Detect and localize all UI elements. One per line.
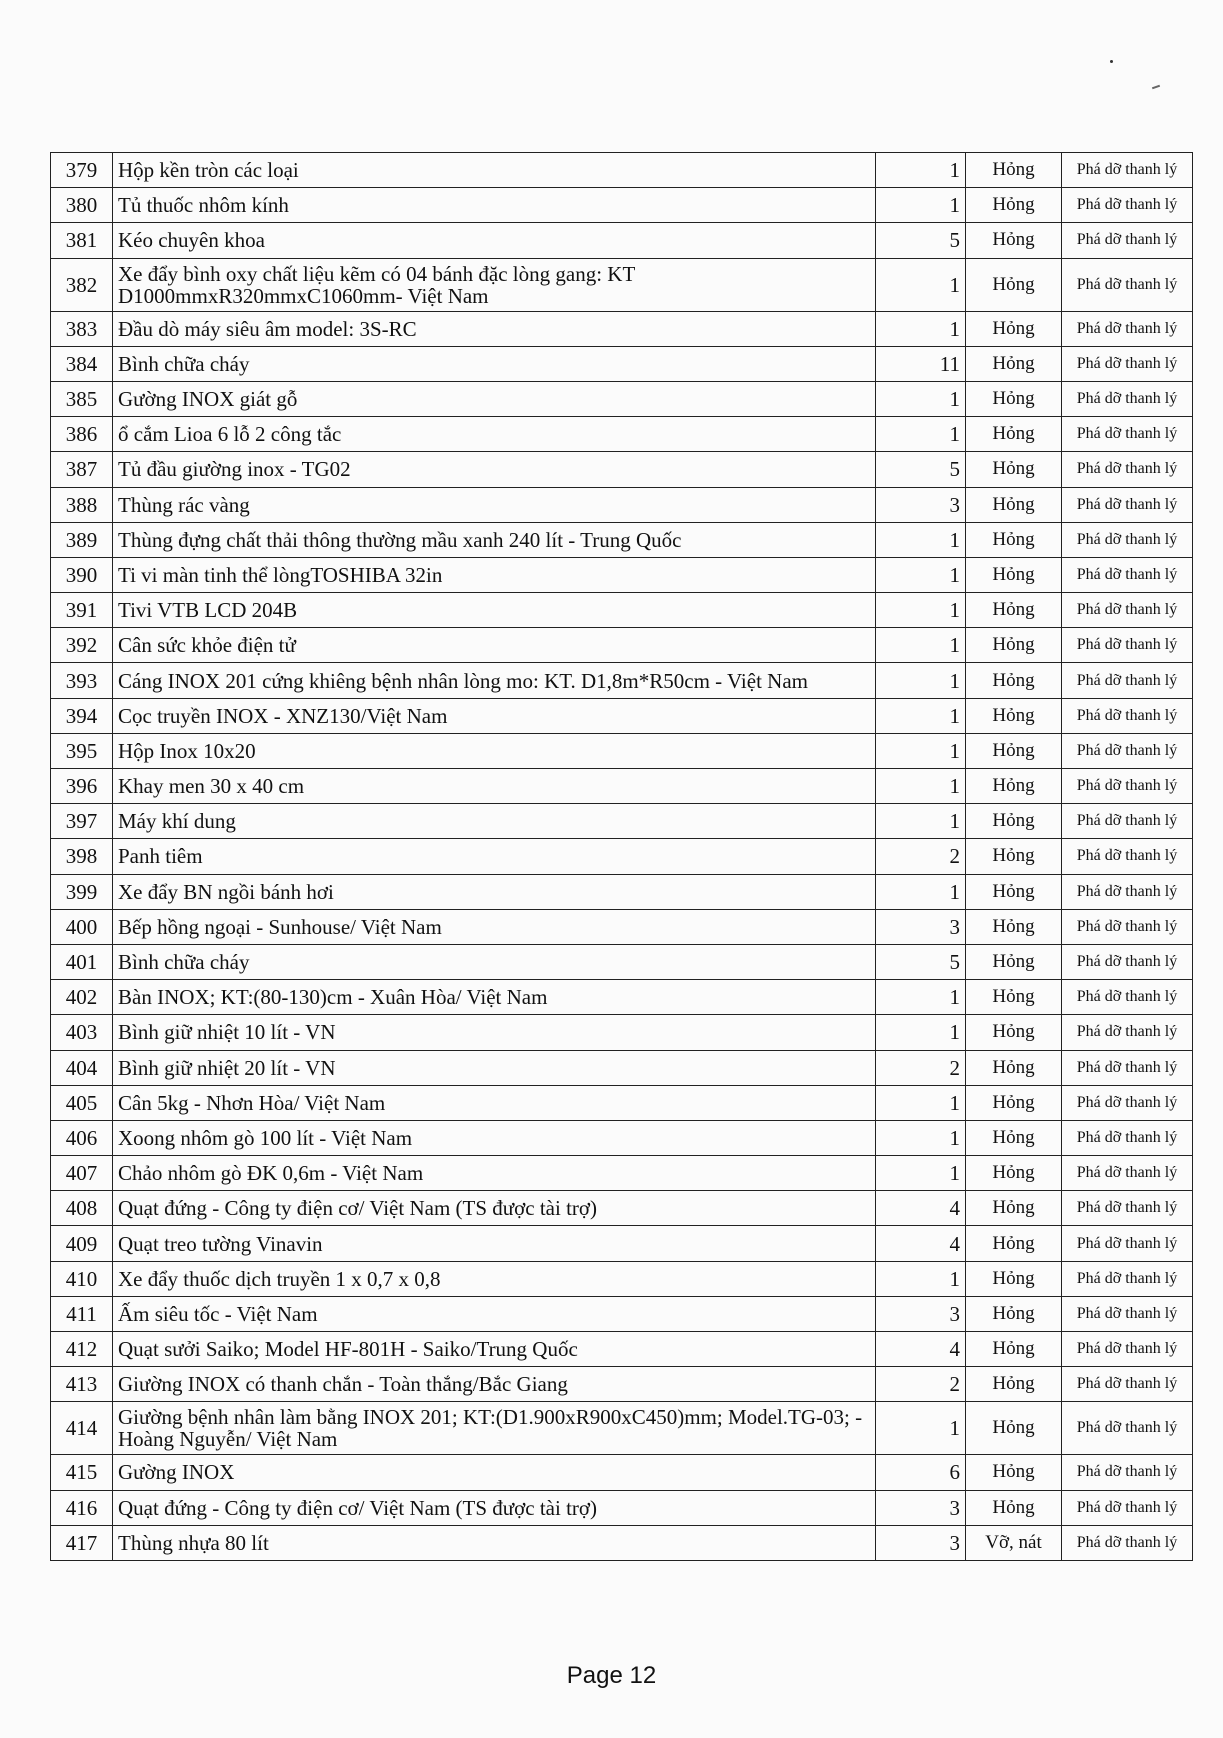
table-row [51, 593, 1193, 628]
quantity-cell: 1 [876, 153, 966, 188]
action-cell: Phá dỡ thanh lý [1062, 1367, 1193, 1402]
item-name-cell: Giường bệnh nhân làm bằng INOX 201; KT:(D1.900xR900xC450)mm; Model.TG-03; - Hoàng Nguyễn/ Việt Nam [113, 1402, 876, 1455]
item-number-cell: 401 [51, 944, 113, 979]
item-number-cell: 380 [51, 188, 113, 223]
scan-speck [1152, 85, 1160, 90]
quantity-cell: 1 [876, 628, 966, 663]
status-cell: Hỏng [966, 1367, 1062, 1402]
status-cell: Hỏng [966, 980, 1062, 1015]
table-row [51, 980, 1193, 1015]
item-name-cell: Ấm siêu tốc - Việt Nam [113, 1296, 876, 1331]
status-cell: Hỏng [966, 698, 1062, 733]
table-row [51, 452, 1193, 487]
action-cell: Phá dỡ thanh lý [1062, 1191, 1193, 1226]
table-row [51, 223, 1193, 258]
table-row [51, 1050, 1193, 1085]
item-number-cell: 390 [51, 557, 113, 592]
item-number-cell: 407 [51, 1156, 113, 1191]
item-number-cell: 386 [51, 417, 113, 452]
quantity-cell: 4 [876, 1332, 966, 1367]
item-number-cell: 389 [51, 522, 113, 557]
status-cell: Hỏng [966, 769, 1062, 804]
item-name-cell: Thùng nhựa 80 lít [113, 1525, 876, 1560]
status-cell: Hỏng [966, 381, 1062, 416]
table-row [51, 258, 1193, 311]
item-number-cell: 408 [51, 1191, 113, 1226]
item-name-cell: Đầu dò máy siêu âm model: 3S-RC [113, 311, 876, 346]
status-cell: Hỏng [966, 628, 1062, 663]
status-cell: Hỏng [966, 1332, 1062, 1367]
quantity-cell: 1 [876, 663, 966, 698]
status-cell: Hỏng [966, 1296, 1062, 1331]
item-number-cell: 397 [51, 804, 113, 839]
table-row [51, 1120, 1193, 1155]
action-cell: Phá dỡ thanh lý [1062, 1455, 1193, 1490]
action-cell: Phá dỡ thanh lý [1062, 153, 1193, 188]
status-cell: Hỏng [966, 1120, 1062, 1155]
quantity-cell: 4 [876, 1191, 966, 1226]
action-cell: Phá dỡ thanh lý [1062, 1261, 1193, 1296]
table-row [51, 188, 1193, 223]
table-row [51, 1367, 1193, 1402]
item-number-cell: 393 [51, 663, 113, 698]
table-row [51, 909, 1193, 944]
quantity-cell: 1 [876, 311, 966, 346]
table-row [51, 557, 1193, 592]
status-cell: Hỏng [966, 487, 1062, 522]
item-name-cell: Bếp hồng ngoại - Sunhouse/ Việt Nam [113, 909, 876, 944]
item-number-cell: 394 [51, 698, 113, 733]
item-number-cell: 379 [51, 153, 113, 188]
item-number-cell: 381 [51, 223, 113, 258]
item-name-cell: Thùng rác vàng [113, 487, 876, 522]
item-number-cell: 405 [51, 1085, 113, 1120]
table-row [51, 628, 1193, 663]
item-number-cell: 398 [51, 839, 113, 874]
quantity-cell: 1 [876, 1402, 966, 1455]
page-number: Page 12 [566, 1662, 657, 1689]
quantity-cell: 2 [876, 1050, 966, 1085]
item-number-cell: 413 [51, 1367, 113, 1402]
table-row [51, 1015, 1193, 1050]
item-number-cell: 387 [51, 452, 113, 487]
item-number-cell: 400 [51, 909, 113, 944]
quantity-cell: 1 [876, 381, 966, 416]
quantity-cell: 1 [876, 1156, 966, 1191]
action-cell: Phá dỡ thanh lý [1062, 557, 1193, 592]
action-cell: Phá dỡ thanh lý [1062, 909, 1193, 944]
item-name-cell: Xe đẩy bình oxy chất liệu kẽm có 04 bánh đặc lòng gang: KT D1000mmxR320mmxC1060mm- Việt Nam [113, 258, 876, 311]
table-row [51, 944, 1193, 979]
item-name-cell: Cân 5kg - Nhơn Hòa/ Việt Nam [113, 1085, 876, 1120]
action-cell: Phá dỡ thanh lý [1062, 980, 1193, 1015]
quantity-cell: 1 [876, 1120, 966, 1155]
action-cell: Phá dỡ thanh lý [1062, 1015, 1193, 1050]
table-row [51, 522, 1193, 557]
item-number-cell: 385 [51, 381, 113, 416]
item-number-cell: 388 [51, 487, 113, 522]
status-cell: Hỏng [966, 452, 1062, 487]
item-name-cell: Giường INOX có thanh chắn - Toàn thắng/Bắc Giang [113, 1367, 876, 1402]
table-row [51, 1085, 1193, 1120]
table-row [51, 804, 1193, 839]
action-cell: Phá dỡ thanh lý [1062, 1402, 1193, 1455]
item-number-cell: 417 [51, 1525, 113, 1560]
item-name-cell: Xe đẩy BN ngồi bánh hơi [113, 874, 876, 909]
item-name-cell: Tủ thuốc nhôm kính [113, 188, 876, 223]
status-cell: Hỏng [966, 874, 1062, 909]
item-number-cell: 399 [51, 874, 113, 909]
action-cell: Phá dỡ thanh lý [1062, 1050, 1193, 1085]
item-name-cell: Kéo chuyên khoa [113, 223, 876, 258]
action-cell: Phá dỡ thanh lý [1062, 593, 1193, 628]
quantity-cell: 5 [876, 223, 966, 258]
item-number-cell: 409 [51, 1226, 113, 1261]
quantity-cell: 1 [876, 1261, 966, 1296]
action-cell: Phá dỡ thanh lý [1062, 311, 1193, 346]
action-cell: Phá dỡ thanh lý [1062, 417, 1193, 452]
status-cell: Hỏng [966, 804, 1062, 839]
item-name-cell: Gường INOX giát gỗ [113, 381, 876, 416]
table-row [51, 346, 1193, 381]
quantity-cell: 1 [876, 557, 966, 592]
quantity-cell: 5 [876, 944, 966, 979]
status-cell: Hỏng [966, 1015, 1062, 1050]
action-cell: Phá dỡ thanh lý [1062, 1332, 1193, 1367]
status-cell: Hỏng [966, 1156, 1062, 1191]
item-number-cell: 412 [51, 1332, 113, 1367]
action-cell: Phá dỡ thanh lý [1062, 223, 1193, 258]
table-row [51, 874, 1193, 909]
item-name-cell: Panh tiêm [113, 839, 876, 874]
item-name-cell: Cáng INOX 201 cứng khiêng bệnh nhân lòng mo: KT. D1,8m*R50cm - Việt Nam [113, 663, 876, 698]
action-cell: Phá dỡ thanh lý [1062, 663, 1193, 698]
status-cell: Hỏng [966, 1085, 1062, 1120]
quantity-cell: 3 [876, 487, 966, 522]
item-number-cell: 416 [51, 1490, 113, 1525]
quantity-cell: 3 [876, 1525, 966, 1560]
status-cell: Hỏng [966, 346, 1062, 381]
item-name-cell: Hộp kền tròn các loại [113, 153, 876, 188]
item-name-cell: ổ cắm Lioa 6 lỗ 2 công tắc [113, 417, 876, 452]
table-row [51, 839, 1193, 874]
quantity-cell: 1 [876, 698, 966, 733]
action-cell: Phá dỡ thanh lý [1062, 769, 1193, 804]
item-number-cell: 383 [51, 311, 113, 346]
action-cell: Phá dỡ thanh lý [1062, 1085, 1193, 1120]
status-cell: Hỏng [966, 223, 1062, 258]
quantity-cell: 1 [876, 733, 966, 768]
table-row [51, 381, 1193, 416]
item-name-cell: Quạt sưởi Saiko; Model HF-801H - Saiko/Trung Quốc [113, 1332, 876, 1367]
item-name-cell: Bình giữ nhiệt 10 lít - VN [113, 1015, 876, 1050]
item-number-cell: 406 [51, 1120, 113, 1155]
status-cell: Hỏng [966, 839, 1062, 874]
quantity-cell: 6 [876, 1455, 966, 1490]
status-cell: Hỏng [966, 663, 1062, 698]
action-cell: Phá dỡ thanh lý [1062, 1296, 1193, 1331]
status-cell: Hỏng [966, 557, 1062, 592]
item-name-cell: Bàn INOX; KT:(80-130)cm - Xuân Hòa/ Việt Nam [113, 980, 876, 1015]
table-row [51, 769, 1193, 804]
quantity-cell: 1 [876, 1015, 966, 1050]
status-cell: Hỏng [966, 1261, 1062, 1296]
action-cell: Phá dỡ thanh lý [1062, 487, 1193, 522]
item-name-cell: Bình chữa cháy [113, 346, 876, 381]
quantity-cell: 1 [876, 874, 966, 909]
status-cell: Hỏng [966, 311, 1062, 346]
table-row [51, 733, 1193, 768]
action-cell: Phá dỡ thanh lý [1062, 1156, 1193, 1191]
table-row [51, 311, 1193, 346]
scan-speck [1110, 60, 1113, 63]
quantity-cell: 3 [876, 909, 966, 944]
item-name-cell: Ti vi màn tinh thể lòngTOSHIBA 32in [113, 557, 876, 592]
item-name-cell: Quạt treo tường Vinavin [113, 1226, 876, 1261]
item-number-cell: 415 [51, 1455, 113, 1490]
item-name-cell: Bình chữa cháy [113, 944, 876, 979]
status-cell: Hỏng [966, 944, 1062, 979]
status-cell: Hỏng [966, 258, 1062, 311]
status-cell: Vỡ, nát [966, 1525, 1062, 1560]
table-row [51, 417, 1193, 452]
action-cell: Phá dỡ thanh lý [1062, 381, 1193, 416]
quantity-cell: 1 [876, 522, 966, 557]
item-name-cell: Thùng đựng chất thải thông thường mầu xanh 240 lít - Trung Quốc [113, 522, 876, 557]
action-cell: Phá dỡ thanh lý [1062, 804, 1193, 839]
item-name-cell: Máy khí dung [113, 804, 876, 839]
quantity-cell: 1 [876, 188, 966, 223]
item-name-cell: Gường INOX [113, 1455, 876, 1490]
action-cell: Phá dỡ thanh lý [1062, 874, 1193, 909]
status-cell: Hỏng [966, 1402, 1062, 1455]
table-row [51, 1332, 1193, 1367]
table-row [51, 1226, 1193, 1261]
table-row [51, 1156, 1193, 1191]
item-name-cell: Quạt đứng - Công ty điện cơ/ Việt Nam (TS được tài trợ) [113, 1191, 876, 1226]
inventory-table [50, 152, 1193, 1561]
item-name-cell: Quạt đứng - Công ty điện cơ/ Việt Nam (TS được tài trợ) [113, 1490, 876, 1525]
status-cell: Hỏng [966, 1455, 1062, 1490]
quantity-cell: 3 [876, 1490, 966, 1525]
status-cell: Hỏng [966, 417, 1062, 452]
item-name-cell: Bình giữ nhiệt 20 lít - VN [113, 1050, 876, 1085]
item-name-cell: Xe đẩy thuốc dịch truyền 1 x 0,7 x 0,8 [113, 1261, 876, 1296]
table-row [51, 1455, 1193, 1490]
quantity-cell: 1 [876, 980, 966, 1015]
status-cell: Hỏng [966, 522, 1062, 557]
action-cell: Phá dỡ thanh lý [1062, 1490, 1193, 1525]
inventory-table-body [51, 153, 1193, 1561]
item-number-cell: 402 [51, 980, 113, 1015]
item-number-cell: 414 [51, 1402, 113, 1455]
status-cell: Hỏng [966, 733, 1062, 768]
action-cell: Phá dỡ thanh lý [1062, 1226, 1193, 1261]
table-row [51, 1296, 1193, 1331]
item-name-cell: Tủ đầu giường inox - TG02 [113, 452, 876, 487]
action-cell: Phá dỡ thanh lý [1062, 346, 1193, 381]
table-row [51, 487, 1193, 522]
quantity-cell: 1 [876, 804, 966, 839]
quantity-cell: 3 [876, 1296, 966, 1331]
action-cell: Phá dỡ thanh lý [1062, 188, 1193, 223]
status-cell: Hỏng [966, 1226, 1062, 1261]
quantity-cell: 1 [876, 258, 966, 311]
table-row [51, 1490, 1193, 1525]
action-cell: Phá dỡ thanh lý [1062, 839, 1193, 874]
item-name-cell: Hộp Inox 10x20 [113, 733, 876, 768]
item-name-cell: Cọc truyền INOX - XNZ130/Việt Nam [113, 698, 876, 733]
item-number-cell: 384 [51, 346, 113, 381]
quantity-cell: 2 [876, 1367, 966, 1402]
status-cell: Hỏng [966, 153, 1062, 188]
item-number-cell: 382 [51, 258, 113, 311]
quantity-cell: 11 [876, 346, 966, 381]
action-cell: Phá dỡ thanh lý [1062, 1525, 1193, 1560]
action-cell: Phá dỡ thanh lý [1062, 628, 1193, 663]
table-row [51, 1261, 1193, 1296]
quantity-cell: 1 [876, 593, 966, 628]
action-cell: Phá dỡ thanh lý [1062, 258, 1193, 311]
table-row [51, 1402, 1193, 1455]
action-cell: Phá dỡ thanh lý [1062, 1120, 1193, 1155]
status-cell: Hỏng [966, 188, 1062, 223]
item-name-cell: Chảo nhôm gò ĐK 0,6m - Việt Nam [113, 1156, 876, 1191]
item-number-cell: 392 [51, 628, 113, 663]
action-cell: Phá dỡ thanh lý [1062, 452, 1193, 487]
quantity-cell: 1 [876, 769, 966, 804]
table-row [51, 663, 1193, 698]
status-cell: Hỏng [966, 1191, 1062, 1226]
item-number-cell: 395 [51, 733, 113, 768]
item-name-cell: Cân sức khỏe điện tử [113, 628, 876, 663]
status-cell: Hỏng [966, 1490, 1062, 1525]
item-number-cell: 391 [51, 593, 113, 628]
action-cell: Phá dỡ thanh lý [1062, 944, 1193, 979]
table-row [51, 1191, 1193, 1226]
status-cell: Hỏng [966, 1050, 1062, 1085]
table-row [51, 698, 1193, 733]
item-number-cell: 403 [51, 1015, 113, 1050]
item-number-cell: 411 [51, 1296, 113, 1331]
quantity-cell: 2 [876, 839, 966, 874]
action-cell: Phá dỡ thanh lý [1062, 698, 1193, 733]
item-name-cell: Tivi VTB LCD 204B [113, 593, 876, 628]
quantity-cell: 5 [876, 452, 966, 487]
status-cell: Hỏng [966, 593, 1062, 628]
status-cell: Hỏng [966, 909, 1062, 944]
item-name-cell: Xoong nhôm gò 100 lít - Việt Nam [113, 1120, 876, 1155]
item-number-cell: 410 [51, 1261, 113, 1296]
item-name-cell: Khay men 30 x 40 cm [113, 769, 876, 804]
table-row [51, 1525, 1193, 1560]
table-row [51, 153, 1193, 188]
item-number-cell: 404 [51, 1050, 113, 1085]
item-number-cell: 396 [51, 769, 113, 804]
action-cell: Phá dỡ thanh lý [1062, 733, 1193, 768]
quantity-cell: 1 [876, 1085, 966, 1120]
action-cell: Phá dỡ thanh lý [1062, 522, 1193, 557]
quantity-cell: 1 [876, 417, 966, 452]
quantity-cell: 4 [876, 1226, 966, 1261]
